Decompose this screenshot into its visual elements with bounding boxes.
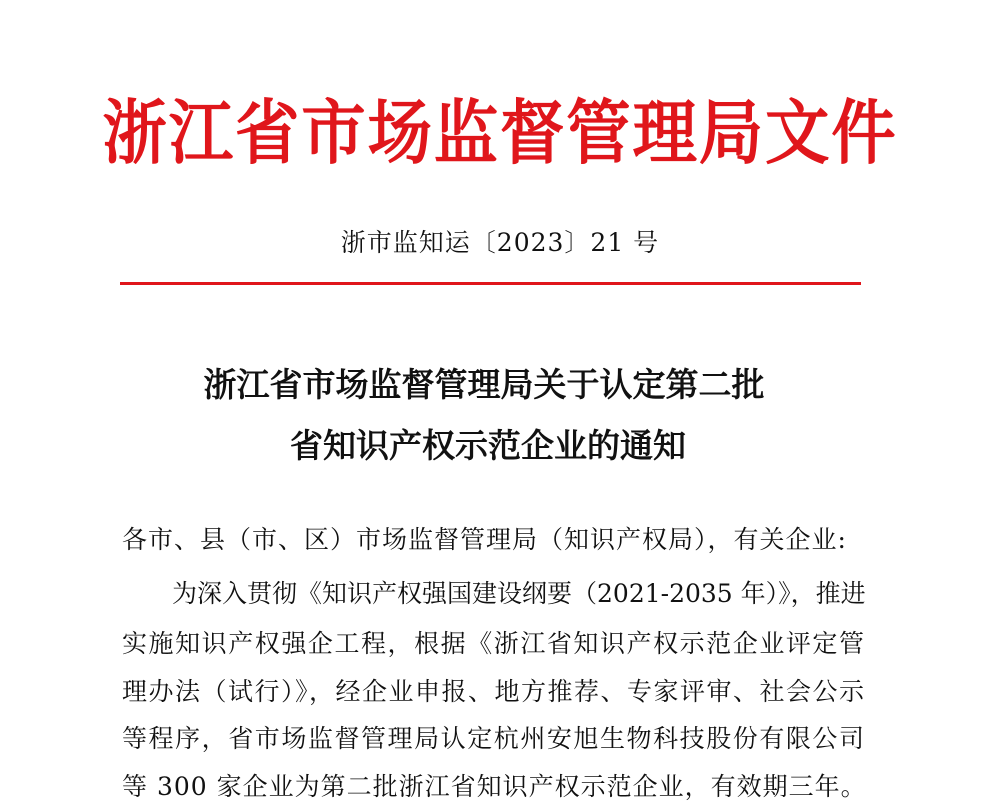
red-divider-rule bbox=[120, 282, 861, 285]
agency-title: 浙江省市场监督管理局文件 bbox=[102, 92, 898, 174]
notice-title-line-1: 浙江省市场监督管理局关于认定第二批 bbox=[203, 365, 765, 404]
body-paragraph-line: 等 300 家企业为第二批浙江省知识产权示范企业，有效期三年。 bbox=[122, 772, 867, 801]
notice-title-line-2: 省知识产权示范企业的通知 bbox=[290, 426, 686, 465]
body-paragraph-line: 为深入贯彻《知识产权强国建设纲要（2021-2035 年）》，推进 bbox=[172, 579, 866, 608]
salutation: 各市、县（市、区）市场监督管理局（知识产权局），有关企业: bbox=[122, 525, 847, 554]
body-paragraph-line: 理办法（试行）》，经企业申报、地方推荐、专家评审、社会公示 bbox=[122, 677, 864, 706]
body-paragraph-line: 实施知识产权强企工程，根据《浙江省知识产权示范企业评定管 bbox=[122, 629, 864, 658]
body-paragraph-line: 等程序，省市场监督管理局认定杭州安旭生物科技股份有限公司 bbox=[122, 724, 864, 753]
document-number: 浙市监知运〔2023〕21 号 bbox=[340, 228, 660, 257]
